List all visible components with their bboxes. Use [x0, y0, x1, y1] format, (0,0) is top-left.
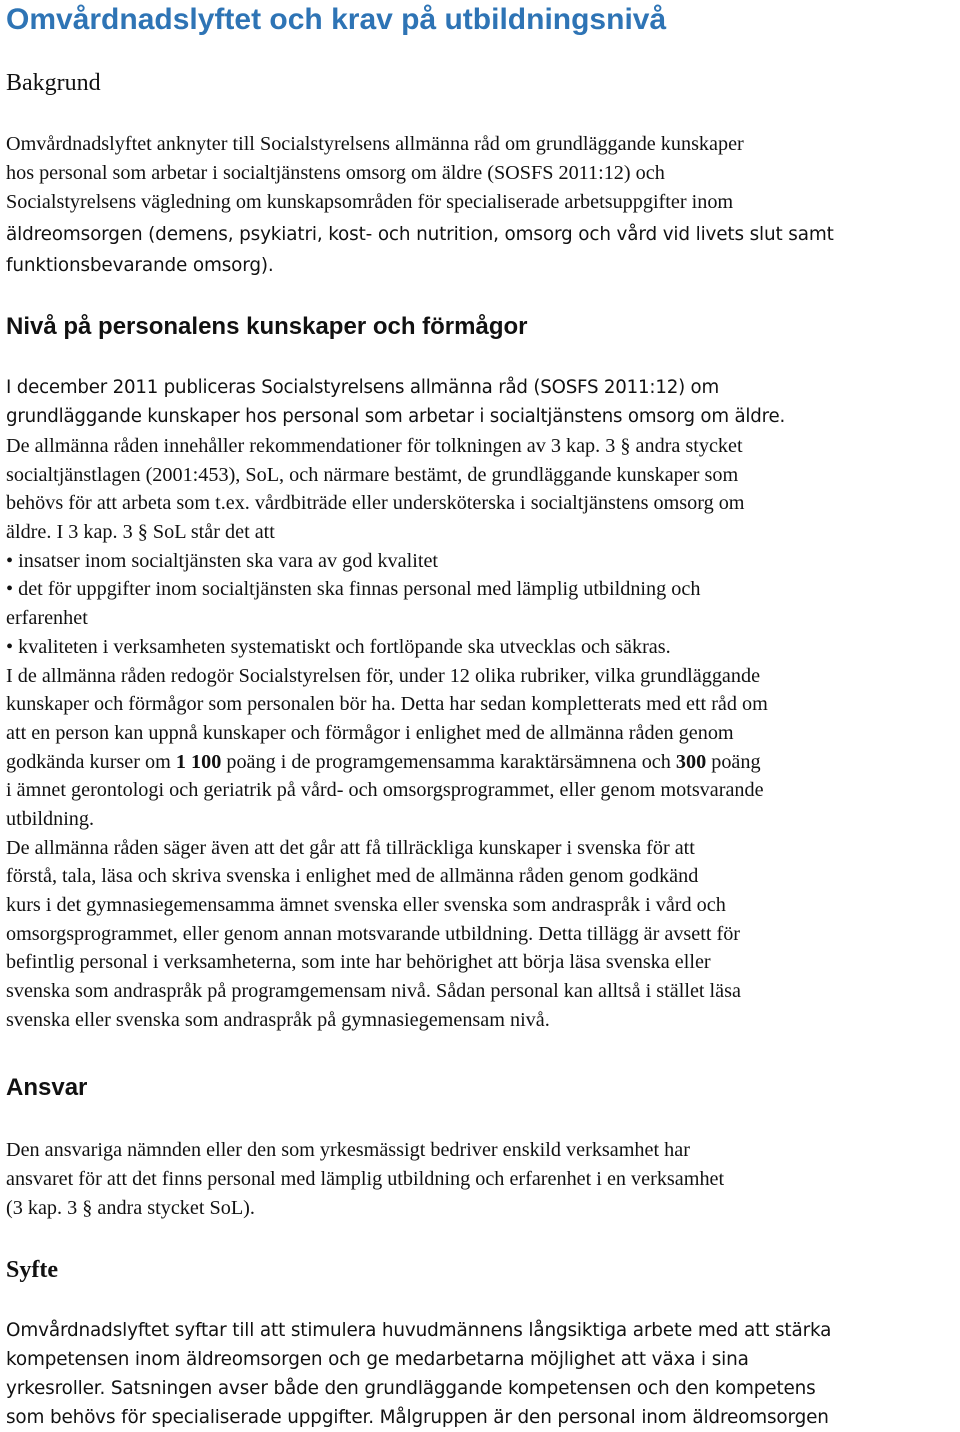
text-line-with-bold: [6, 748, 956, 777]
text-line: svenska som andraspråk på programgemensam nivå. Sådan personal kan alltså i stället läsa: [6, 980, 741, 1003]
text-line: I de allmänna råden redogör Socialstyrelsen för, under 12 olika rubriker, vilka grundläggande: [6, 664, 761, 687]
niva-paragraph-body: [6, 432, 956, 1034]
text-line: (3 kap. 3 § andra stycket SoL).: [6, 1197, 255, 1219]
niva-paragraph-intro: [6, 373, 956, 431]
text-line: som behövs för specialiserade uppgifter. Målgruppen är den personal inom äldreomsorgen: [6, 1407, 829, 1428]
text-line: funktionsbevarande omsorg).: [6, 255, 274, 276]
syfte-paragraph: [6, 1316, 956, 1432]
text-line: yrkesroller. Satsningen avser både den grundläggande kompetensen och den kompetens: [6, 1378, 816, 1399]
text-line: äldreomsorgen (demens, psykiatri, kost- och nutrition, omsorg och vård vid livets slut samt: [6, 224, 834, 245]
text-line: erfarenhet: [6, 607, 88, 630]
text-line: omsorgsprogrammet, eller genom annan motsvarande utbildning. Detta tillägg är avsett för: [6, 922, 741, 945]
text-line: kompetensen inom äldreomsorgen och ge medarbetarna möjlighet att växa i sina: [6, 1349, 749, 1370]
text-run: godkända kurser om: [6, 750, 176, 773]
heading-syfte: Syfte: [6, 1257, 58, 1283]
text-line: De allmänna råden säger även att det går att få tillräckliga kunskaper i svenska för att: [6, 836, 695, 859]
text-line: I december 2011 publiceras Socialstyrelsens allmänna råd (SOSFS 2011:12) om: [6, 377, 719, 398]
text-line: Omvårdnadslyftet syftar till att stimulera huvudmännens långsiktiga arbete med att stärka: [6, 1320, 832, 1341]
text-line: förstå, tala, läsa och skriva svenska i enlighet med de allmänna råden genom godkänd: [6, 865, 699, 888]
bold-value-1100: 1 100: [175, 750, 222, 773]
document-title: Omvårdnadslyftet och krav på utbildningsnivå: [6, 3, 667, 36]
text-line: socialtjänstlagen (2001:453), SoL, och närmare bestämt, de grundläggande kunskaper som: [6, 463, 739, 486]
text-line: Socialstyrelsens vägledning om kunskapsområden för specialiserade arbetsuppgifter inom: [6, 191, 734, 213]
text-line: ansvaret för att det finns personal med lämplig utbildning och erfarenhet i en verksamhet: [6, 1168, 725, 1190]
bakgrund-paragraph-sans: [6, 219, 956, 281]
ansvar-paragraph: [6, 1136, 956, 1223]
list-item: • kvaliteten i verksamheten systematiskt och fortlöpande ska utvecklas och säkras.: [6, 635, 671, 658]
text-line: hos personal som arbetar i socialtjänstens omsorg om äldre (SOSFS 2011:12) och: [6, 162, 665, 184]
text-run: poäng i de programgemensamma karaktärsämnena och: [221, 750, 676, 773]
text-line: svenska eller svenska som andraspråk på gymnasiegemensam nivå.: [6, 1008, 550, 1031]
text-line: kurs i det gymnasiegemensamma ämnet svenska eller svenska som andraspråk i vård och: [6, 894, 726, 916]
heading-ansvar: Ansvar: [6, 1074, 88, 1101]
bakgrund-paragraph-serif: [6, 130, 956, 217]
text-line: i ämnet gerontologi och geriatrik på vård- och omsorgsprogrammet, eller genom motsvarande: [6, 779, 764, 802]
text-line: Omvårdnadslyftet anknyter till Socialstyrelsens allmänna råd om grundläggande kunskaper: [6, 133, 744, 155]
list-item: • insatser inom socialtjänsten ska vara av god kvalitet: [6, 549, 439, 572]
text-line: behövs för att arbeta som t.ex. vårdbiträde eller undersköterska i socialtjänstens omsorg om: [6, 492, 745, 515]
bold-value-300: 300: [675, 750, 707, 773]
heading-niva: Nivå på personalens kunskaper och förmågor: [6, 313, 528, 340]
text-line: utbildning.: [6, 807, 95, 830]
text-run: poäng: [706, 750, 761, 773]
text-line: äldre. I 3 kap. 3 § SoL står det att: [6, 521, 275, 544]
text-line: grundläggande kunskaper hos personal som arbetar i socialtjänstens omsorg om äldre.: [6, 406, 786, 427]
text-line: De allmänna råden innehåller rekommendationer för tolkningen av 3 kap. 3 § andra stycket: [6, 435, 743, 457]
text-line: kunskaper och förmågor som personalen bör ha. Detta har sedan kompletterats med ett råd om: [6, 693, 768, 716]
list-item: • det för uppgifter inom socialtjänsten ska finnas personal med lämplig utbildning och: [6, 578, 701, 601]
heading-bakgrund: Bakgrund: [6, 70, 101, 96]
text-line: att en person kan uppnå kunskaper och förmågor i enlighet med de allmänna råden genom: [6, 721, 734, 744]
text-line: befintlig personal i verksamheterna, som inte har behörighet att börja läsa svenska eller: [6, 951, 711, 974]
text-line: Den ansvariga nämnden eller den som yrkesmässigt bedriver enskild verksamhet har: [6, 1139, 690, 1161]
